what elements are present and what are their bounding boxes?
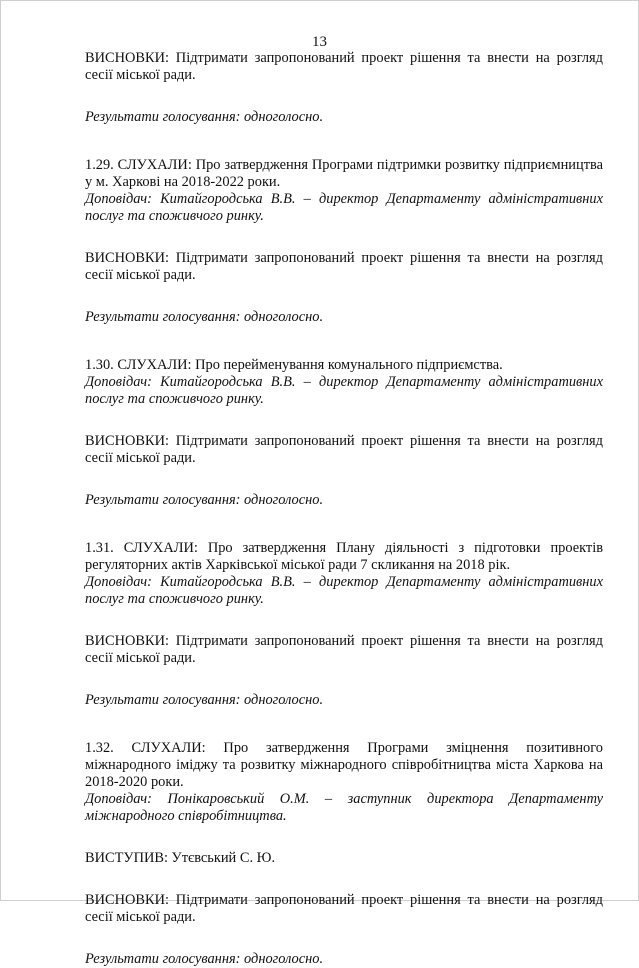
heard-text: 1.32. СЛУХАЛИ: Про затвердження Програми зміцнення позитивного міжнародного іміджу та розвитку міжнародного співробітництва міста Харкова на 2018-2020 роки. [85,740,603,790]
heard-text: 1.30. СЛУХАЛИ: Про перейменування комунального підприємства. [85,357,503,373]
vote-result: Результати голосування: одноголосно. [85,951,324,967]
vote-result: Результати голосування: одноголосно. [85,692,324,708]
document-body [85,50,603,968]
vote-result: Результати голосування: одноголосно. [85,109,324,125]
conclusion-text: ВИСНОВКИ: Підтримати запропонований проект рішення та внести на розгляд сесії міської ради. [85,250,603,283]
speaker-text: Доповідач: Китайгородська В.В. – директор Департаменту адміністративних послуг та споживчого ринку. [85,191,603,224]
vote-result: Результати голосування: одноголосно. [85,492,324,508]
spoke-text: ВИСТУПИВ: Утєвський С. Ю. [85,850,276,866]
speaker-text: Доповідач: Понікаровський О.М. – заступник директора Департаменту міжнародного співробітництва. [85,791,603,824]
conclusion-text: ВИСНОВКИ: Підтримати запропонований проект рішення та внести на розгляд сесії міської ради. [85,50,603,83]
heard-text: 1.31. СЛУХАЛИ: Про затвердження Плану діяльності з підготовки проектів регуляторних актів Харківської міської ради 7 скликання на 2018 рік. [85,540,603,573]
conclusion-text: ВИСНОВКИ: Підтримати запропонований проект рішення та внести на розгляд сесії міської ради. [85,892,603,925]
conclusion-text: ВИСНОВКИ: Підтримати запропонований проект рішення та внести на розгляд сесії міської ради. [85,633,603,666]
vote-result: Результати голосування: одноголосно. [85,309,324,325]
page-number: 13 [312,34,327,50]
speaker-text: Доповідач: Китайгородська В.В. – директор Департаменту адміністративних послуг та споживчого ринку. [85,574,603,607]
speaker-text: Доповідач: Китайгородська В.В. – директор Департаменту адміністративних послуг та споживчого ринку. [85,374,603,407]
conclusion-text: ВИСНОВКИ: Підтримати запропонований проект рішення та внести на розгляд сесії міської ради. [85,433,603,466]
heard-text: 1.29. СЛУХАЛИ: Про затвердження Програми підтримки розвитку підприємництва у м. Харкові на 2018-2022 роки. [85,157,603,190]
